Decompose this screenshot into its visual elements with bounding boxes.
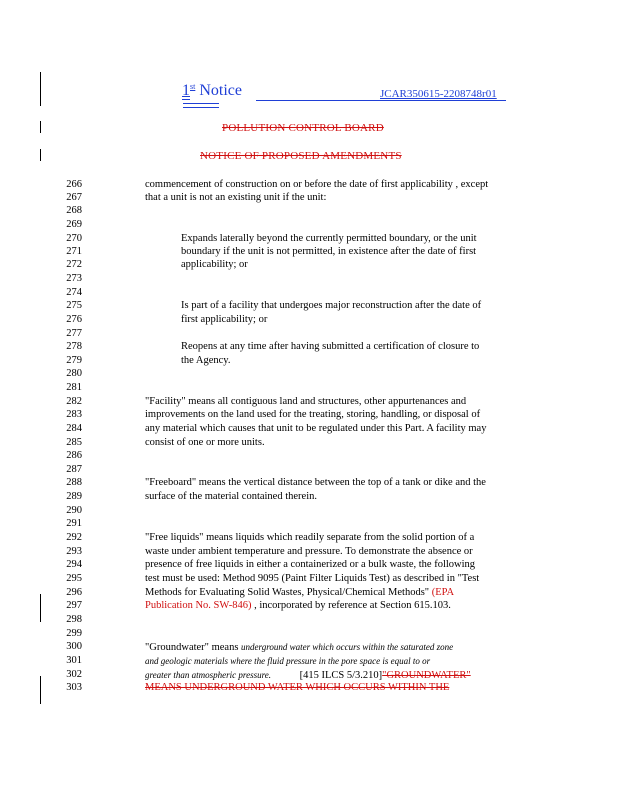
line-number: 293 [66,546,82,557]
jcar-code: JCAR350615-2208748r01 [380,88,497,100]
text-line: applicability; or [181,259,248,270]
line-number: 280 [66,368,82,379]
line-number: 295 [66,573,82,584]
text-segment: Methods for Evaluating Solid Wastes, Physical/Chemical Methods" [145,587,430,598]
text-segment: , incorporated by reference at Section 615.103. [251,600,451,611]
line-number: 289 [66,491,82,502]
line-number: 298 [66,614,82,625]
line-number: 302 [66,669,82,680]
text-line: test must be used: Method 9095 (Paint Filter Liquids Test) as described in "Test [145,573,480,584]
notice-superscript: st [190,82,196,91]
line-number: 273 [66,273,82,284]
line-number: 278 [66,341,82,352]
line-number: 288 [66,477,82,488]
citation: [415 ILCS 5/3.210] [299,670,383,681]
text-line: waste under ambient temperature and pressure. To demonstrate the absence or [145,546,473,557]
deleted-text: "GROUNDWATER" [382,670,471,681]
line-number: 287 [66,464,82,475]
text-line: presence of free liquids in either a containerized or a bulk waste, the following [145,559,476,570]
line-number: 283 [66,409,82,420]
text-line: "Facility" means all contiguous land and structures, other appurtenances and [145,396,467,407]
italic-text: greater than atmospheric pressure. [145,670,271,680]
text-line: and geologic materials where the fluid pressure in the pore space is equal to or [145,656,431,666]
text-line [145,600,451,612]
inserted-text: (EPA [429,587,455,598]
text-line: "Free liquids" means liquids which readily separate from the solid portion of a [145,532,475,543]
line-number: 274 [66,287,82,298]
line-number: 267 [66,192,82,203]
agency-heading: POLLUTION CONTROL BOARD [222,122,384,134]
line-number: 268 [66,205,82,216]
change-bar [40,72,41,106]
line-number: 284 [66,423,82,434]
text-line: improvements on the land used for the treating, storing, handling, or disposal of [145,409,481,420]
inserted-text: Publication No. SW-846) [145,600,252,611]
notice-type-heading: NOTICE OF PROPOSED AMENDMENTS [200,150,402,162]
text-line [145,641,453,654]
line-number: 292 [66,532,82,543]
notice-word: Notice [199,82,242,99]
change-bar [40,121,41,133]
text-line: the Agency. [181,355,231,366]
text-line: commencement of construction on or before the date of first applicability , except [145,179,489,190]
line-number: 269 [66,219,82,230]
text-line: consist of one or more units. [145,437,265,448]
line-number: 301 [66,655,82,666]
line-number: 275 [66,300,82,311]
line-number: 279 [66,355,82,366]
line-number: 296 [66,587,82,598]
text-line [145,587,454,599]
line-number: 290 [66,505,82,516]
notice-number: 1 [182,82,190,99]
change-bar [40,594,41,622]
text-line [145,669,471,682]
change-bar [40,149,41,161]
line-number: 300 [66,641,82,652]
line-number: 277 [66,328,82,339]
text-segment: "Groundwater" means [145,642,242,653]
line-number: 285 [66,437,82,448]
text-line: Is part of a facility that undergoes major reconstruction after the date of [181,300,482,311]
text-line: surface of the material contained therein. [145,491,317,502]
line-number: 299 [66,628,82,639]
line-number: 282 [66,396,82,407]
italic-text: underground water which occurs within the saturated zone [241,642,454,652]
line-number: 266 [66,179,82,190]
text-line: first applicability; or [181,314,268,325]
line-number: 303 [66,682,82,693]
line-number: 271 [66,246,82,257]
notice-title [182,82,242,100]
line-number: 281 [66,382,82,393]
text-line: boundary if the unit is not permitted, in existence after the date of first [181,246,477,257]
text-line: Reopens at any time after having submitted a certification of closure to [181,341,480,352]
line-number: 270 [66,233,82,244]
deleted-text-line: MEANS UNDERGROUND WATER WHICH OCCURS WITHIN THE [145,682,450,693]
line-number: 272 [66,259,82,270]
line-number: 291 [66,518,82,529]
notice-double-underline [183,103,219,108]
text-line: "Freeboard" means the vertical distance between the top of a tank or dike and the [145,477,486,488]
line-number: 294 [66,559,82,570]
text-line: any material which causes that unit to be regulated under this Part. A facility may [145,423,487,434]
text-line: that a unit is not an existing unit if the unit: [145,192,327,203]
line-number: 276 [66,314,82,325]
change-bar [40,676,41,704]
line-number: 297 [66,600,82,611]
line-number: 286 [66,450,82,461]
text-line: Expands laterally beyond the currently permitted boundary, or the unit [181,233,477,244]
